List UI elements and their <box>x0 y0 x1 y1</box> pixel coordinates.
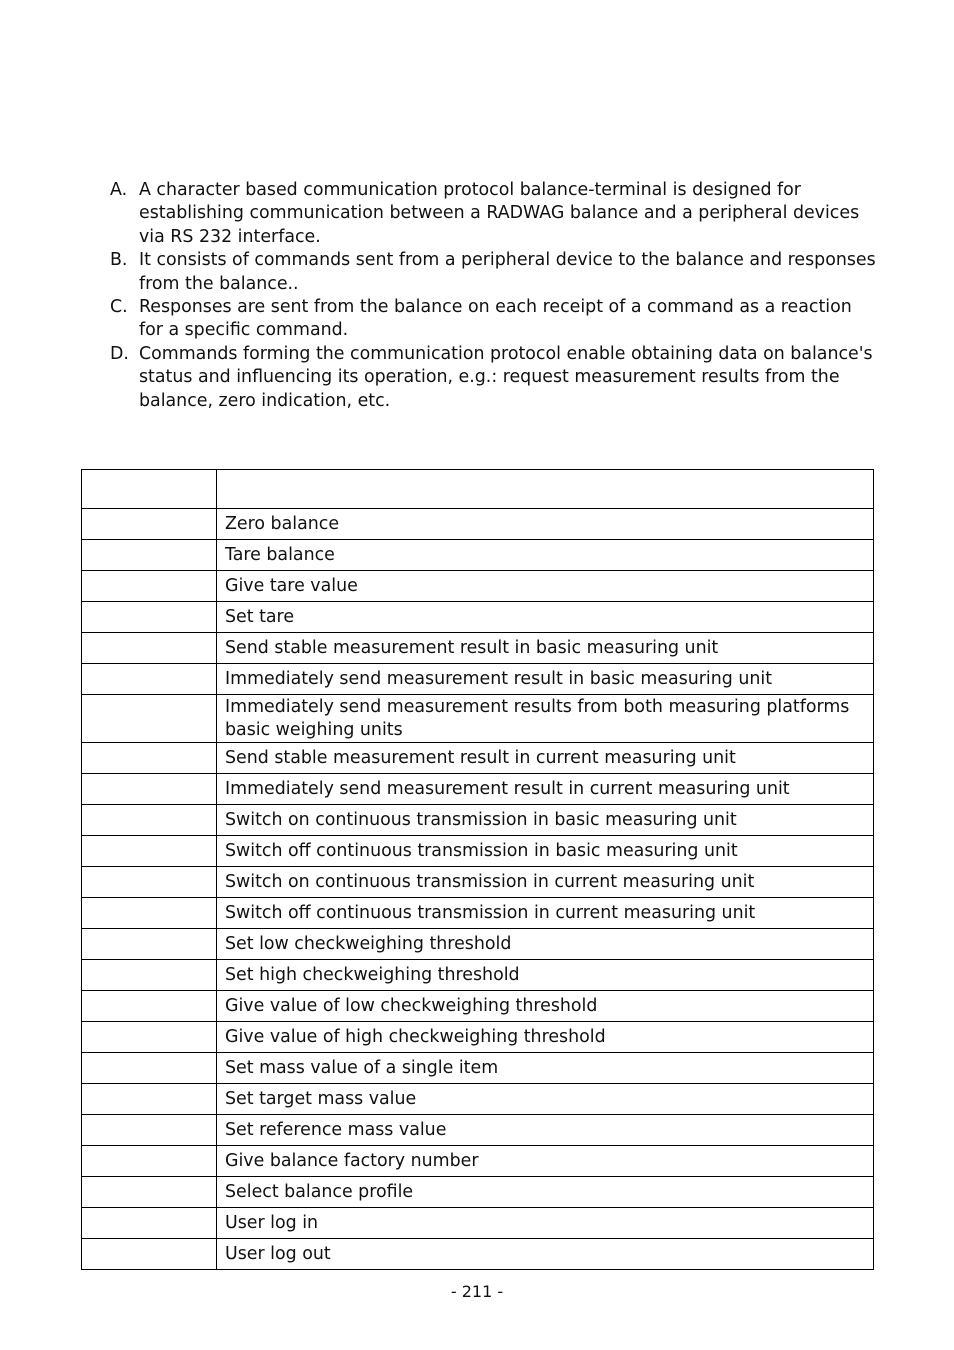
description-cell: Set high checkweighing threshold <box>217 960 874 991</box>
command-cell <box>82 1053 217 1084</box>
table-row <box>82 540 874 571</box>
description-cell: Switch on continuous transmission in current measuring unit <box>217 867 874 898</box>
intro-item-marker: B. <box>110 250 128 271</box>
description-cell: Select balance profile <box>217 1177 874 1208</box>
command-cell <box>82 1239 217 1270</box>
intro-item-marker: C. <box>110 297 128 318</box>
description-cell: Give tare value <box>217 571 874 602</box>
command-cell <box>82 743 217 774</box>
description-cell: Send stable measurement result in basic measuring unit <box>217 633 874 664</box>
intro-item <box>110 343 880 413</box>
description-cell: User log in <box>217 1208 874 1239</box>
command-cell <box>82 664 217 695</box>
table-row <box>82 1239 874 1270</box>
table-row <box>82 1208 874 1239</box>
description-cell: Set reference mass value <box>217 1115 874 1146</box>
table-row <box>82 602 874 633</box>
description-cell: User log out <box>217 1239 874 1270</box>
command-cell <box>82 898 217 929</box>
intro-item-text: A character based communication protocol balance-terminal is designed for establishing communication between a RADWAG balance and a peripheral devices via RS 232 interface. <box>139 180 860 247</box>
description-cell: Switch off continuous transmission in current measuring unit <box>217 898 874 929</box>
command-cell <box>82 540 217 571</box>
table-header-row <box>82 470 874 509</box>
description-cell: Tare balance <box>217 540 874 571</box>
intro-item-text: Responses are sent from the balance on each receipt of a command as a reaction for a specific command. <box>139 297 852 341</box>
table-row <box>82 805 874 836</box>
table-row <box>82 867 874 898</box>
table-row <box>82 774 874 805</box>
command-cell <box>82 1208 217 1239</box>
command-cell <box>82 1146 217 1177</box>
description-cell: Switch off continuous transmission in basic measuring unit <box>217 836 874 867</box>
command-cell <box>82 1177 217 1208</box>
table-row <box>82 743 874 774</box>
table-row <box>82 929 874 960</box>
table-row <box>82 695 874 743</box>
command-cell <box>82 1115 217 1146</box>
table-row <box>82 509 874 540</box>
command-cell <box>82 836 217 867</box>
description-cell: Give balance factory number <box>217 1146 874 1177</box>
table-row <box>82 960 874 991</box>
table-row <box>82 633 874 664</box>
intro-item-text: It consists of commands sent from a peripheral device to the balance and responses from the balance.. <box>139 250 876 294</box>
command-cell <box>82 774 217 805</box>
command-cell <box>82 929 217 960</box>
description-cell: Zero balance <box>217 509 874 540</box>
intro-list <box>110 179 880 413</box>
command-cell <box>82 633 217 664</box>
command-cell <box>82 867 217 898</box>
intro-item-marker: D. <box>110 343 129 364</box>
table-row <box>82 1177 874 1208</box>
table-row <box>82 1022 874 1053</box>
table-row <box>82 836 874 867</box>
command-cell <box>82 509 217 540</box>
command-cell <box>82 1022 217 1053</box>
table-row <box>82 1146 874 1177</box>
command-cell <box>82 695 217 743</box>
intro-item-marker: A. <box>110 180 128 200</box>
description-cell: Set tare <box>217 602 874 633</box>
command-cell <box>82 1084 217 1115</box>
header-command-cell <box>82 470 217 509</box>
command-table <box>81 469 874 1270</box>
description-cell: Set target mass value <box>217 1084 874 1115</box>
description-cell: Switch on continuous transmission in basic measuring unit <box>217 805 874 836</box>
description-cell: Immediately send measurement results from both measuring platforms basic weighing units <box>217 695 874 743</box>
command-cell <box>82 991 217 1022</box>
table-row <box>82 571 874 602</box>
table-row <box>82 1115 874 1146</box>
page-number: - 211 - <box>450 1282 504 1301</box>
intro-item <box>110 249 880 296</box>
command-cell <box>82 805 217 836</box>
description-cell: Give value of low checkweighing threshold <box>217 991 874 1022</box>
description-cell: Set mass value of a single item <box>217 1053 874 1084</box>
intro-item <box>110 296 880 343</box>
table-row <box>82 991 874 1022</box>
intro-item-text: Commands forming the communication protocol enable obtaining data on balance's status and influencing its operation, e.g.: request measurement results from the balance, zero indication, etc. <box>139 343 873 411</box>
table-row <box>82 898 874 929</box>
description-cell: Give value of high checkweighing threshold <box>217 1022 874 1053</box>
table-row <box>82 664 874 695</box>
command-cell <box>82 602 217 633</box>
header-description-cell <box>217 470 874 509</box>
table-row <box>82 1084 874 1115</box>
description-cell: Set low checkweighing threshold <box>217 929 874 960</box>
command-cell <box>82 960 217 991</box>
description-cell: Send stable measurement result in current measuring unit <box>217 743 874 774</box>
table-row <box>82 1053 874 1084</box>
description-cell: Immediately send measurement result in current measuring unit <box>217 774 874 805</box>
intro-item <box>110 179 880 249</box>
command-cell <box>82 571 217 602</box>
description-cell: Immediately send measurement result in basic measuring unit <box>217 664 874 695</box>
